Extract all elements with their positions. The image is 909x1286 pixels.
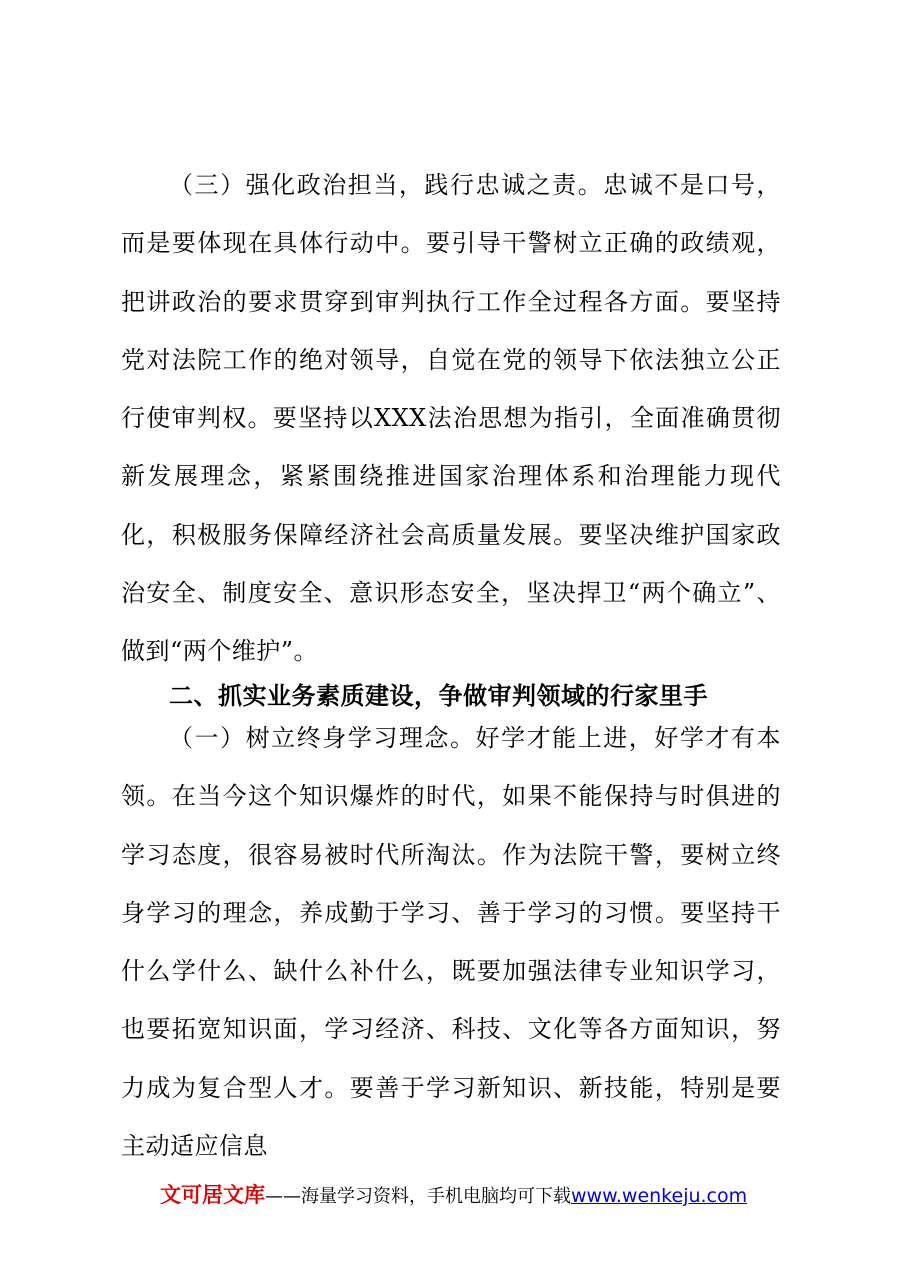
paragraph-lifelong-learning: （一）树立终身学习理念。好学才能上进，好学才有本领。在当今这个知识爆炸的时代，如果不能保持与时俱进的学习态度，很容易被时代所淘汰。作为法院干警，要树立终身学习的理念，养成勤于学习、善于学习的习惯。要坚持干什么学什么、缺什么补什么，既要加强法律专业知识学习，也要拓宽知识面，学习经济、科技、文化等各方面知识，努力成为复合型人才。要善于学习新知识、新技能，特别是要主动适应信息 [121, 724, 781, 1161]
footer-website-link[interactable]: www.wenkeju.com [571, 1185, 748, 1207]
footer-slogan: ——海量学习资料，手机电脑均可下载 [265, 1186, 571, 1207]
footer-brand: 文可居文库 [160, 1183, 265, 1207]
footer-banner [160, 1180, 747, 1212]
paragraph-political-responsibility: （三）强化政治担当，践行忠诚之责。忠诚不是口号，而是要体现在具体行动中。要引导干警树立正确的政绩观，把讲政治的要求贯穿到审判执行工作全过程各方面。要坚持党对法院工作的绝对领导，自觉在党的领导下依法独立公正行使审判权。要坚持以XXX法治思想为指引，全面准确贯彻新发展理念，紧紧围绕推进国家治理体系和治理能力现代化，积极服务保障经济社会高质量发展。要坚决维护国家政治安全、制度安全、意识形态安全，坚决捍卫“两个确立”、做到“两个维护”。 [121, 171, 781, 666]
section-heading-professional-quality: 二、抓实业务素质建设，争做审判领域的行家里手 [169, 682, 708, 710]
